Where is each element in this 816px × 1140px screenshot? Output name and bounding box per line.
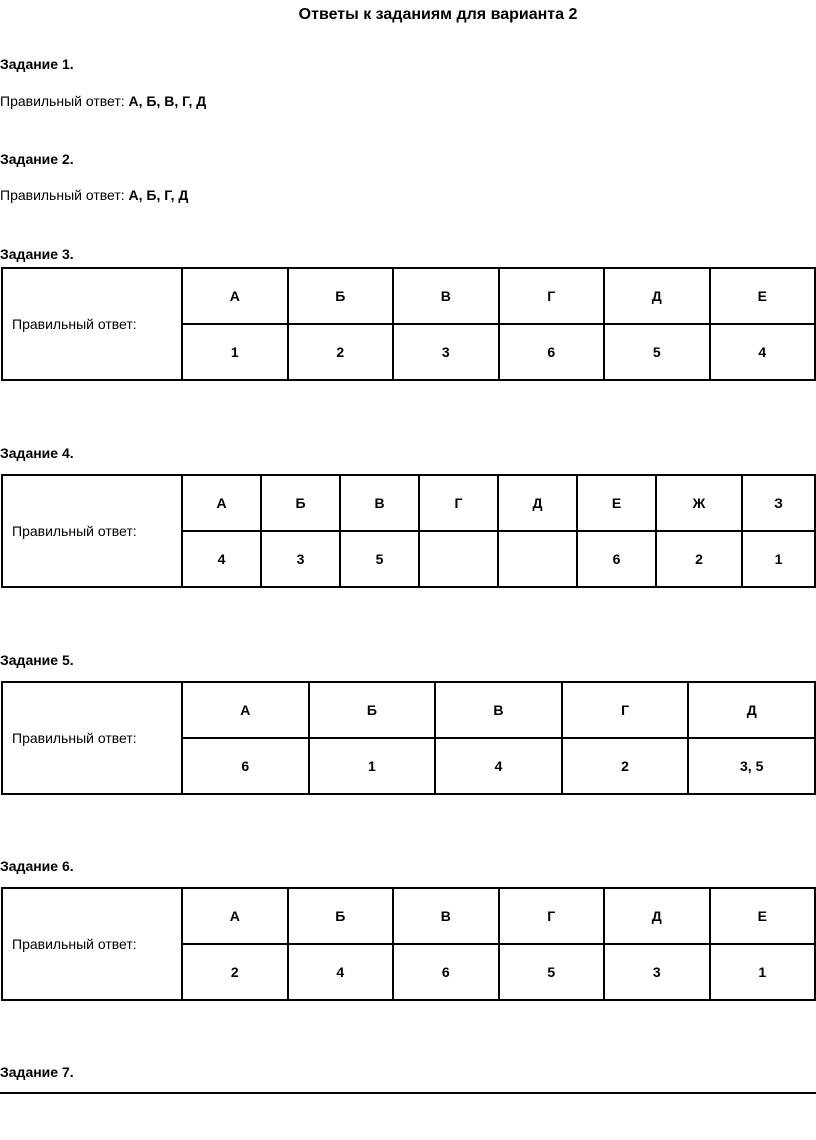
column-header: Б <box>261 475 340 531</box>
table-row <box>2 682 815 738</box>
table-row <box>2 268 815 324</box>
answer-cell: 1 <box>710 944 816 1000</box>
column-header: В <box>435 682 562 738</box>
answer-value: А, Б, Г, Д <box>128 187 189 203</box>
answer-cell: 6 <box>393 944 499 1000</box>
column-header: Б <box>309 682 436 738</box>
task-3-heading: Задание 3. <box>0 246 74 262</box>
answer-cell: 6 <box>182 738 309 794</box>
page-title: Ответы к заданиям для варианта 2 <box>298 6 578 23</box>
task-2-heading: Задание 2. <box>0 151 74 167</box>
task-1-heading: Задание 1. <box>0 56 74 72</box>
column-header: Г <box>499 268 605 324</box>
task-4-answer-table <box>1 474 816 588</box>
answer-label: Правильный ответ: <box>2 888 182 1000</box>
answer-cell: 2 <box>288 324 394 380</box>
answer-value: А, Б, В, Г, Д <box>128 93 207 109</box>
answer-cell: 2 <box>182 944 288 1000</box>
task-1-answer <box>0 93 206 109</box>
answer-cell <box>419 531 498 587</box>
column-header: Г <box>499 888 605 944</box>
answer-cell: 4 <box>182 531 261 587</box>
column-header: Г <box>562 682 689 738</box>
answer-cell: 3 <box>604 944 710 1000</box>
task-6-heading: Задание 6. <box>0 858 74 874</box>
column-header: Д <box>688 682 815 738</box>
answer-cell: 3 <box>261 531 340 587</box>
column-header: Б <box>288 888 394 944</box>
answer-cell: 6 <box>577 531 656 587</box>
column-header: Е <box>710 888 816 944</box>
answer-cell: 2 <box>656 531 742 587</box>
answer-cell: 6 <box>499 324 605 380</box>
answer-label: Правильный ответ: <box>2 475 182 587</box>
answer-cell: 4 <box>288 944 394 1000</box>
answer-cell: 5 <box>340 531 419 587</box>
answer-cell: 4 <box>435 738 562 794</box>
answer-label: Правильный ответ: <box>2 268 182 380</box>
answer-cell: 4 <box>710 324 816 380</box>
column-header: Д <box>604 268 710 324</box>
task-6-answer-table <box>1 887 816 1001</box>
answer-cell: 1 <box>742 531 815 587</box>
task-5-answer-table <box>1 681 816 795</box>
column-header: Е <box>710 268 816 324</box>
table-row <box>2 475 815 531</box>
divider <box>0 1092 816 1094</box>
answer-cell: 1 <box>182 324 288 380</box>
task-7-heading: Задание 7. <box>0 1064 74 1080</box>
column-header: Е <box>577 475 656 531</box>
task-2-answer <box>0 187 188 203</box>
task-3-answer-table <box>1 267 816 381</box>
column-header: А <box>182 682 309 738</box>
answer-cell <box>498 531 577 587</box>
task-4-heading: Задание 4. <box>0 445 74 461</box>
answer-label: Правильный ответ: <box>0 187 125 203</box>
answer-cell: 2 <box>562 738 689 794</box>
column-header: В <box>393 268 499 324</box>
column-header: А <box>182 888 288 944</box>
column-header: Д <box>498 475 577 531</box>
column-header: Д <box>604 888 710 944</box>
table-row <box>2 888 815 944</box>
task-5-heading: Задание 5. <box>0 652 74 668</box>
column-header: Ж <box>656 475 742 531</box>
answer-cell: 3 <box>393 324 499 380</box>
answer-cell: 5 <box>499 944 605 1000</box>
column-header: А <box>182 268 288 324</box>
answer-label: Правильный ответ: <box>0 93 125 109</box>
column-header: Г <box>419 475 498 531</box>
column-header: Б <box>288 268 394 324</box>
column-header: В <box>393 888 499 944</box>
answer-cell: 5 <box>604 324 710 380</box>
answer-cell: 3, 5 <box>688 738 815 794</box>
column-header: З <box>742 475 815 531</box>
answer-label: Правильный ответ: <box>2 682 182 794</box>
column-header: В <box>340 475 419 531</box>
column-header: А <box>182 475 261 531</box>
answer-cell: 1 <box>309 738 436 794</box>
